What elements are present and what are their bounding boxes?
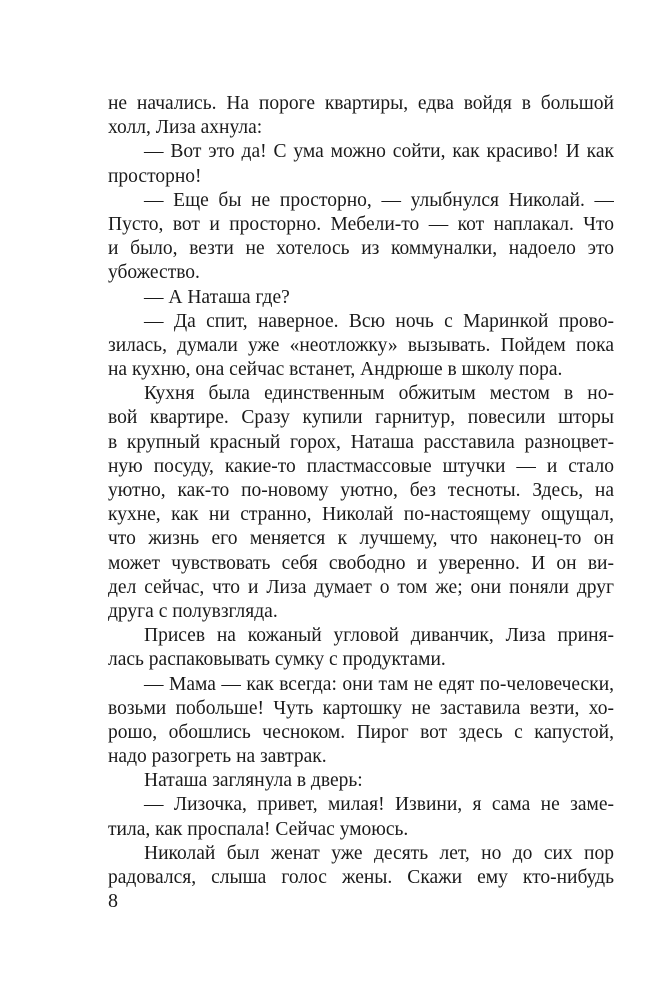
text-line: что жизнь его меняется к лучшему, что наконец-то он (108, 528, 614, 550)
text-line: Пусто, вот и просторно. Мебели-то — кот наплакал. Что (108, 213, 614, 235)
text-line: просторно! (108, 165, 202, 187)
text-line: друга с полувзгляда. (108, 600, 278, 622)
text-line: может чувствовать себя свободно и уверенно. И он ви- (108, 552, 614, 574)
text-line: рошо, обошлись чесноком. Пирог вот здесь с капустой, (108, 721, 614, 743)
text-line: убожество. (108, 262, 200, 284)
text-line: зилась, думали уже «неотложку» вызывать. Пойдем пока (108, 334, 614, 356)
text-line: — Мама — как всегда: они там не едят по-человечески, (144, 673, 614, 695)
text-line: в крупный красный горох, Наташа расставила разноцвет- (108, 431, 614, 453)
text-line: возьми побольше! Чуть картошку не заставила везти, хо- (108, 697, 614, 719)
text-line: не начались. На пороге квартиры, едва войдя в большой (108, 93, 614, 114)
text-line: ную посуду, какие-то пластмассовые штучки — и стало (108, 455, 614, 477)
text-line: дел сейчас, что и Лиза думает о том же; они поняли друг (108, 576, 614, 598)
text-line: и было, везти не хотелось из коммуналки, надоело это (108, 238, 614, 260)
text-line: — Да спит, наверное. Всю ночь с Маринкой прово- (144, 310, 614, 332)
text-line: кухне, как ни странно, Николай по-настоящему ощущал, (108, 504, 614, 526)
text-line: Николай был женат уже десять лет, но до сих пор (144, 842, 614, 864)
page-number: 8 (108, 890, 118, 912)
text-line: холл, Лиза ахнула: (108, 117, 263, 139)
text-line: на кухню, она сейчас встанет, Андрюше в школу пора. (108, 359, 563, 381)
body-text (108, 92, 614, 890)
text-line: Наташа заглянула в дверь: (144, 770, 363, 792)
text-line: — Вот это да! С ума можно сойти, как красиво! И как (144, 141, 614, 163)
text-line: — А Наташа где? (144, 286, 290, 308)
text-line: тила, как проспала! Сейчас умоюсь. (108, 818, 409, 840)
text-line: вой квартире. Сразу купили гарнитур, повесили шторы (108, 407, 614, 429)
text-line: радовался, слыша голос жены. Скажи ему кто-нибудь (108, 867, 614, 888)
text-line: Присев на кожаный угловой диванчик, Лиза приня- (144, 625, 614, 647)
text-line: — Еще бы не просторно, — улыбнулся Николай. — (144, 189, 614, 211)
text-line: Кухня была единственным обжитым местом в но- (144, 383, 614, 405)
text-line: уютно, как-то по-новому уютно, без тесноты. Здесь, на (108, 480, 614, 501)
text-line: — Лизочка, привет, милая! Извини, я сама не заме- (144, 794, 614, 816)
text-line: лась распаковывать сумку с продуктами. (108, 649, 446, 671)
text-line: надо разогреть на завтрак. (108, 746, 327, 768)
